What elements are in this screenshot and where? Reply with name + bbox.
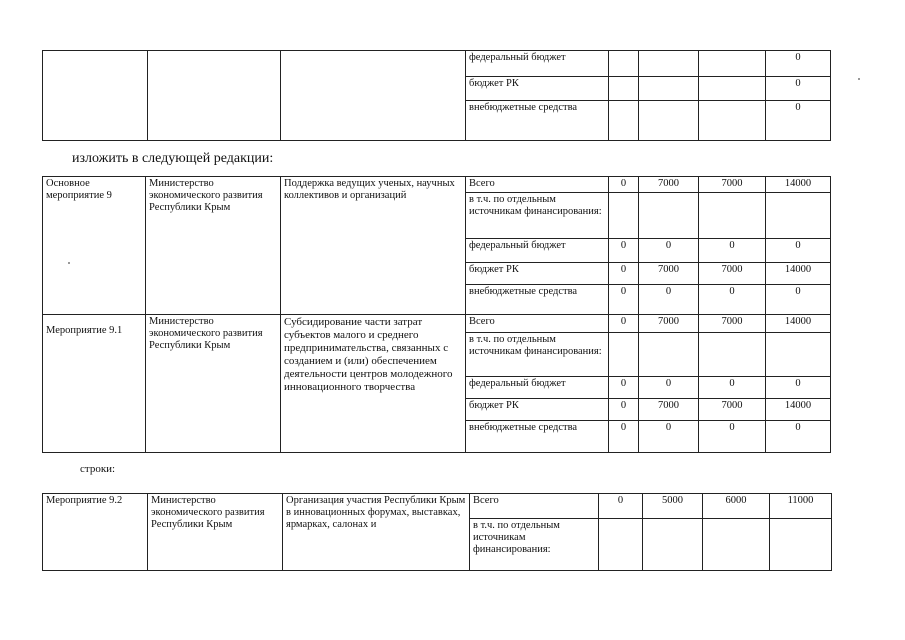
value-cell: 7000 <box>699 399 766 421</box>
value-cell <box>703 519 770 571</box>
value-cell <box>639 77 699 101</box>
org-cell: Министерство экономического развития Республики Крым <box>148 494 283 571</box>
source-cell: в т.ч. по отдельным источникам финансирования: <box>466 333 609 377</box>
total-cell <box>766 193 831 239</box>
total-cell: 0 <box>766 101 831 141</box>
total-cell: 0 <box>766 377 831 399</box>
value-cell <box>609 77 639 101</box>
value-cell <box>699 101 766 141</box>
value-cell: 0 <box>609 315 639 333</box>
table-new-edition <box>42 176 831 453</box>
source-cell: внебюджетные средства <box>466 101 609 141</box>
value-cell: 0 <box>609 285 639 315</box>
value-cell: 0 <box>609 239 639 263</box>
value-cell: 0 <box>609 263 639 285</box>
total-cell: 0 <box>766 51 831 77</box>
value-cell: 7000 <box>639 263 699 285</box>
value-cell <box>609 101 639 141</box>
value-cell: 0 <box>609 421 639 453</box>
note-new-edition: изложить в следующей редакции: <box>72 151 274 166</box>
value-cell: 0 <box>609 399 639 421</box>
total-cell <box>770 519 832 571</box>
value-cell: 0 <box>699 377 766 399</box>
name-cell: Основное мероприятие 9 <box>43 177 146 315</box>
source-cell: бюджет РК <box>466 399 609 421</box>
name-cell: Мероприятие 9.2 <box>43 494 148 571</box>
total-cell: 0 <box>766 239 831 263</box>
source-cell: внебюджетные средства <box>466 421 609 453</box>
description-cell: Субсидирование части затрат субъектов малого и среднего предпринимательства, связанных с созданием и (или) обеспечением деятельности центров молодежного инновационного творчества <box>281 315 466 453</box>
source-cell: в т.ч. по отдельным источникам финансирования: <box>466 193 609 239</box>
source-cell: бюджет РК <box>466 77 609 101</box>
name-cell <box>43 51 148 141</box>
value-cell: 7000 <box>699 263 766 285</box>
table-row <box>43 177 831 193</box>
source-cell: бюджет РК <box>466 263 609 285</box>
total-cell: 14000 <box>766 177 831 193</box>
value-cell: 0 <box>599 494 643 519</box>
note-rows: строки: <box>80 463 116 475</box>
value-cell: 7000 <box>699 315 766 333</box>
value-cell <box>639 193 699 239</box>
total-cell: 0 <box>766 285 831 315</box>
value-cell <box>639 51 699 77</box>
total-cell <box>766 333 831 377</box>
scan-speck <box>858 78 860 80</box>
source-cell: в т.ч. по отдельным источникам финансирования: <box>470 519 599 571</box>
table-row <box>43 315 831 333</box>
total-cell: 14000 <box>766 315 831 333</box>
value-cell <box>599 519 643 571</box>
source-cell: федеральный бюджет <box>466 377 609 399</box>
value-cell <box>643 519 703 571</box>
value-cell: 0 <box>699 285 766 315</box>
total-cell: 14000 <box>766 399 831 421</box>
table-rows <box>42 493 832 571</box>
total-cell: 14000 <box>766 263 831 285</box>
value-cell <box>609 193 639 239</box>
description-cell: Поддержка ведущих ученых, научных коллективов и организаций <box>281 177 466 315</box>
value-cell: 0 <box>609 377 639 399</box>
description-cell <box>281 51 466 141</box>
value-cell: 7000 <box>639 177 699 193</box>
value-cell <box>609 333 639 377</box>
source-cell: Всего <box>470 494 599 519</box>
source-cell: федеральный бюджет <box>466 239 609 263</box>
org-cell <box>148 51 281 141</box>
total-cell: 0 <box>766 77 831 101</box>
total-cell: 11000 <box>770 494 832 519</box>
value-cell <box>699 51 766 77</box>
value-cell: 0 <box>639 239 699 263</box>
value-cell: 7000 <box>639 399 699 421</box>
value-cell: 0 <box>639 377 699 399</box>
source-cell: внебюджетные средства <box>466 285 609 315</box>
value-cell: 0 <box>699 421 766 453</box>
value-cell: 5000 <box>643 494 703 519</box>
table-row <box>43 494 832 519</box>
table-previous-rows <box>42 50 831 141</box>
source-cell: Всего <box>466 177 609 193</box>
value-cell: 0 <box>699 239 766 263</box>
value-cell: 0 <box>639 285 699 315</box>
value-cell <box>609 51 639 77</box>
table-row <box>43 51 831 77</box>
value-cell <box>639 101 699 141</box>
description-cell: Организация участия Республики Крым в инновационных форумах, выставках, ярмарках, салонах и <box>283 494 470 571</box>
value-cell: 0 <box>609 177 639 193</box>
value-cell <box>699 333 766 377</box>
scan-speck <box>68 262 70 264</box>
value-cell: 7000 <box>699 177 766 193</box>
org-cell: Министерство экономического развития Республики Крым <box>146 315 281 453</box>
total-cell: 0 <box>766 421 831 453</box>
value-cell: 0 <box>639 421 699 453</box>
org-cell: Министерство экономического развития Республики Крым <box>146 177 281 315</box>
name-cell: Мероприятие 9.1 <box>43 315 146 453</box>
value-cell <box>699 77 766 101</box>
value-cell: 6000 <box>703 494 770 519</box>
value-cell: 7000 <box>639 315 699 333</box>
source-cell: Всего <box>466 315 609 333</box>
source-cell: федеральный бюджет <box>466 51 609 77</box>
value-cell <box>639 333 699 377</box>
value-cell <box>699 193 766 239</box>
